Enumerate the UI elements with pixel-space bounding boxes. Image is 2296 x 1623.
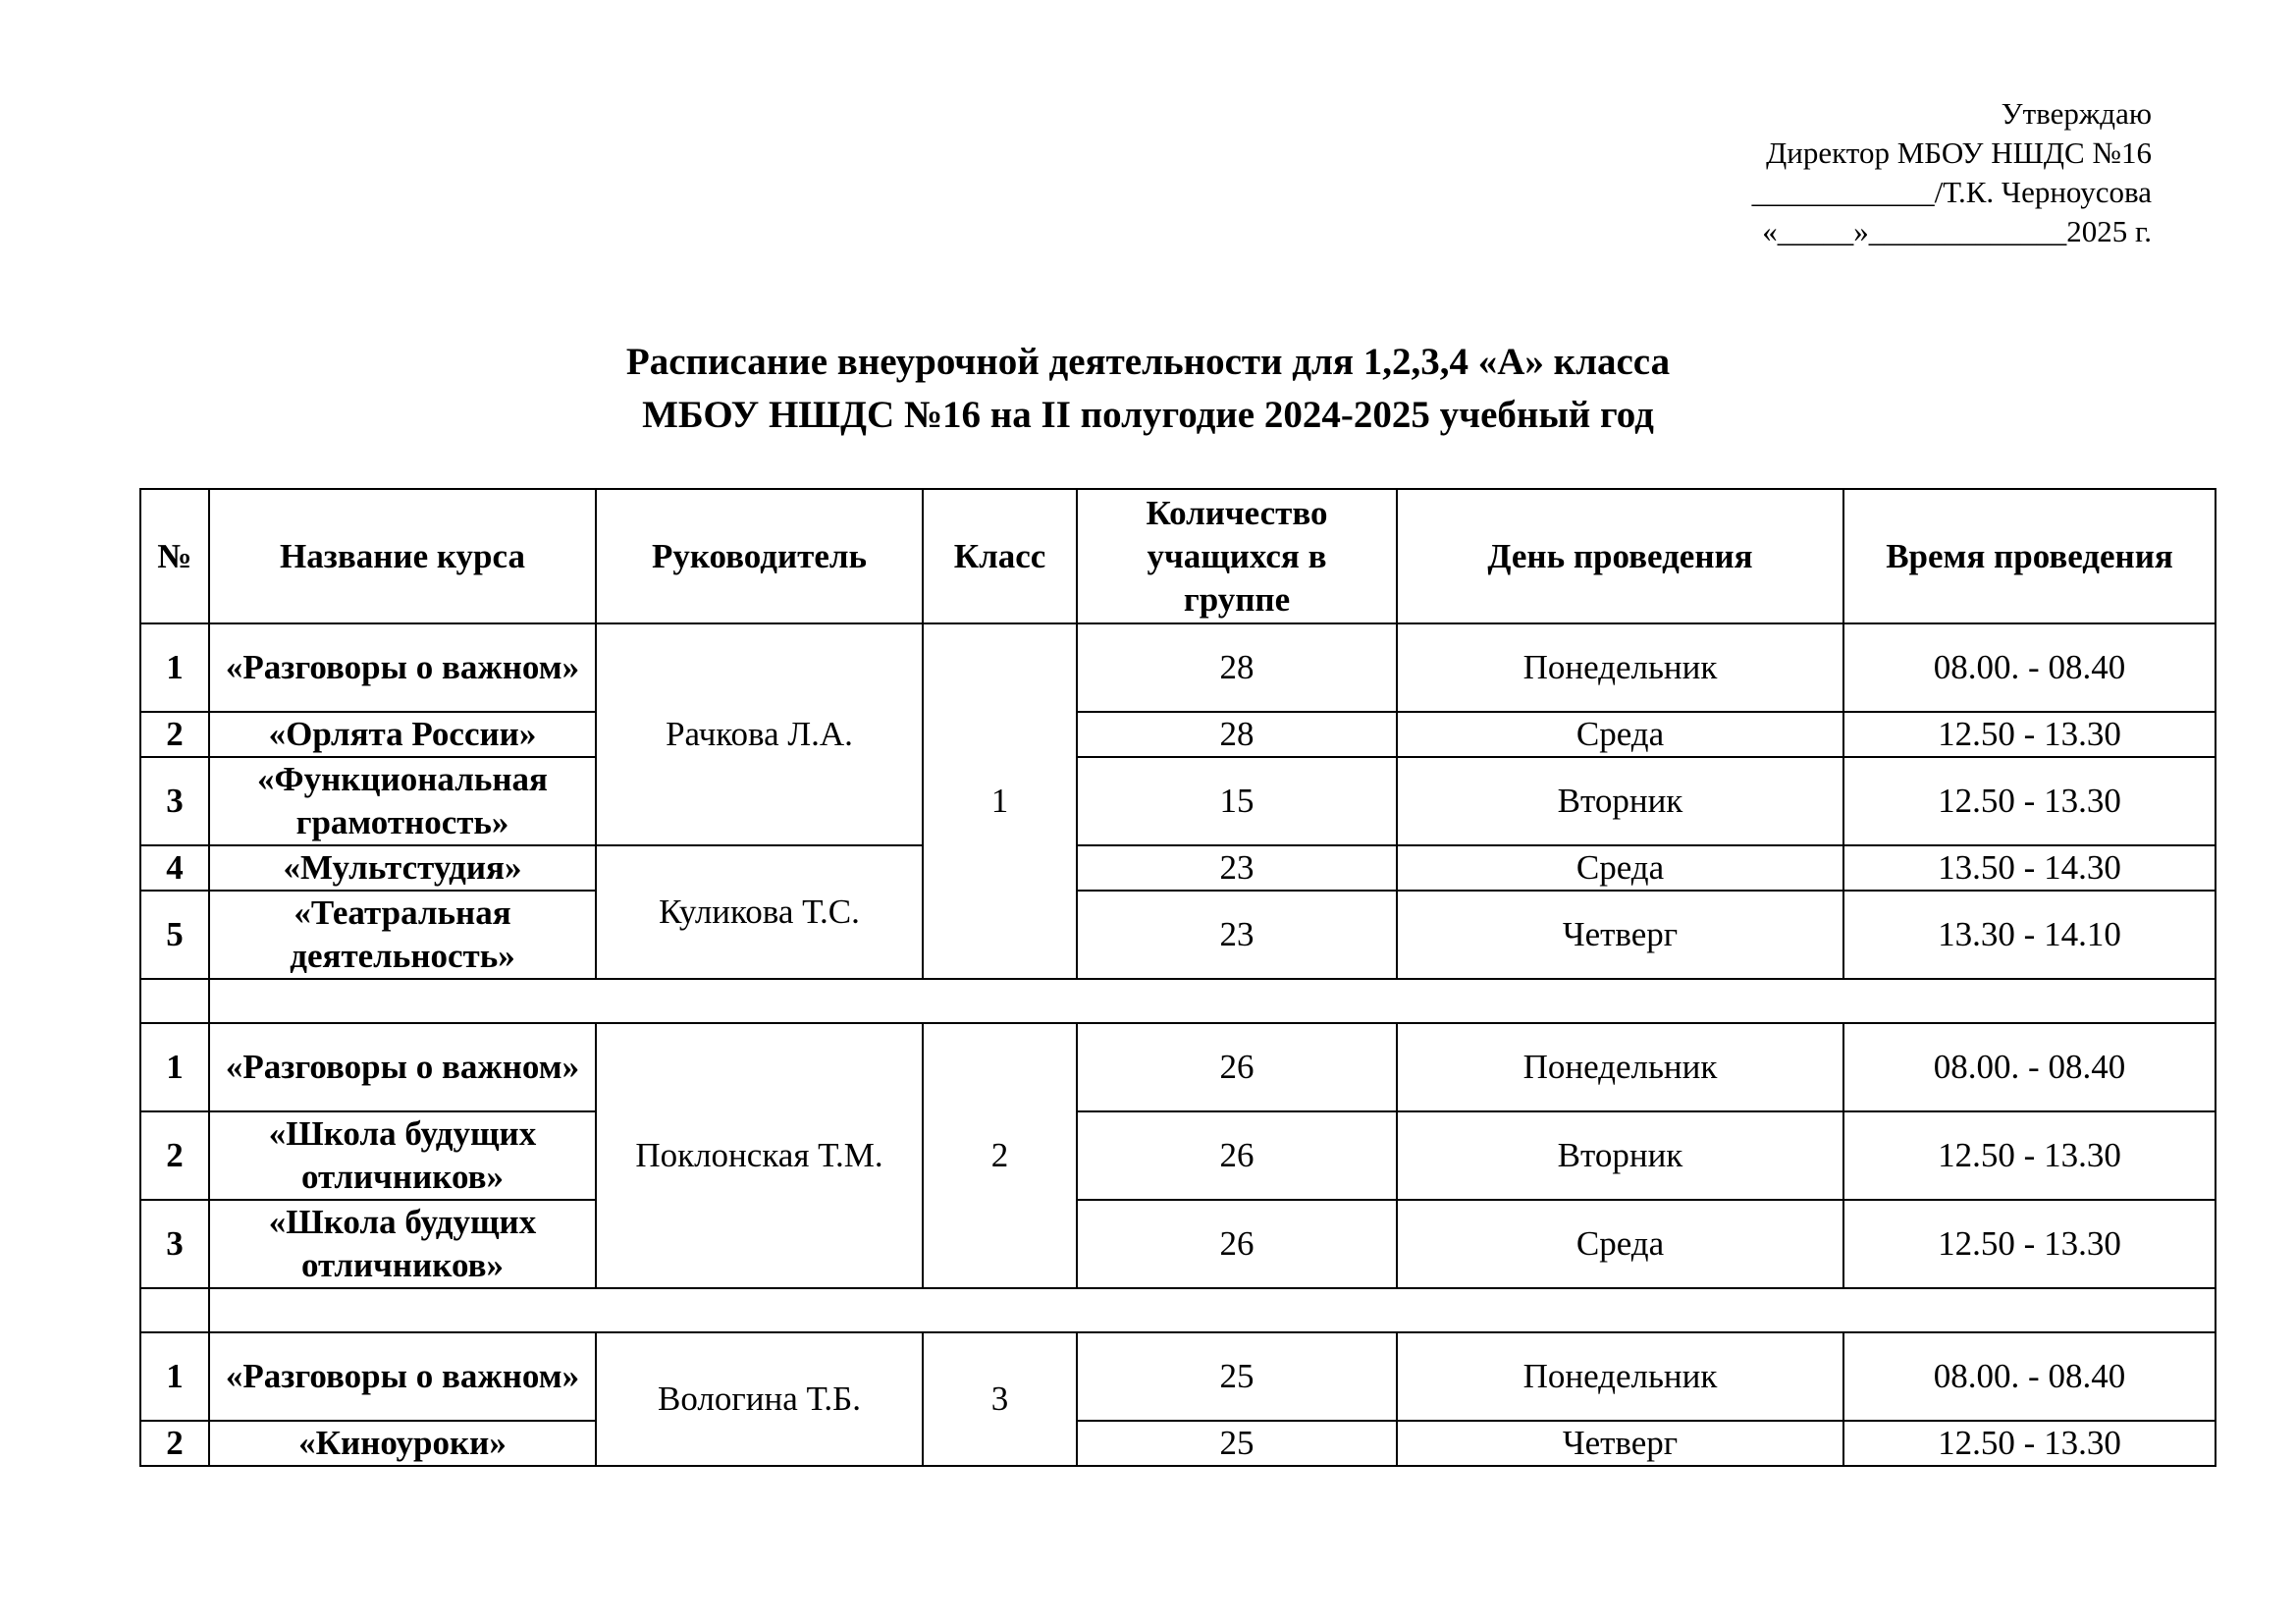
table-spacer-row: [140, 979, 2216, 1023]
row-class: 3: [923, 1332, 1077, 1466]
approval-position: Директор МБОУ НШДС №16: [1766, 135, 2152, 170]
row-teacher: Рачкова Л.А.: [596, 623, 923, 845]
table-row: [140, 757, 2216, 845]
row-num: 4: [140, 845, 209, 891]
row-num: 1: [140, 623, 209, 712]
row-time: 08.00. - 08.40: [1843, 1332, 2216, 1421]
header-time: Время проведения: [1843, 489, 2216, 623]
spacer-cell: [140, 979, 209, 1023]
row-day: Понедельник: [1397, 623, 1843, 712]
row-time: 08.00. - 08.40: [1843, 623, 2216, 712]
row-course: «Разговоры о важном»: [209, 1023, 596, 1111]
header-day: День проведения: [1397, 489, 1843, 623]
row-count: 28: [1077, 712, 1397, 757]
row-day: Вторник: [1397, 1111, 1843, 1200]
row-time: 08.00. - 08.40: [1843, 1023, 2216, 1111]
row-num: 2: [140, 1111, 209, 1200]
spacer-cell: [209, 979, 2216, 1023]
spacer-cell: [209, 1288, 2216, 1332]
row-time: 12.50 - 13.30: [1843, 1421, 2216, 1466]
row-count: 26: [1077, 1200, 1397, 1288]
row-num: 5: [140, 891, 209, 979]
header-teacher: Руководитель: [596, 489, 923, 623]
row-course: «Мультстудия»: [209, 845, 596, 891]
row-count: 23: [1077, 845, 1397, 891]
row-day: Среда: [1397, 712, 1843, 757]
row-num: 2: [140, 1421, 209, 1466]
row-day: Среда: [1397, 1200, 1843, 1288]
table-row: [140, 712, 2216, 757]
table-row: [140, 623, 2216, 712]
row-day: Четверг: [1397, 1421, 1843, 1466]
header-class: Класс: [923, 489, 1077, 623]
header-count: Количество учащихся в группе: [1077, 489, 1397, 623]
schedule-table: [139, 488, 2216, 1467]
row-day: Вторник: [1397, 757, 1843, 845]
row-count: 26: [1077, 1111, 1397, 1200]
row-teacher: Куликова Т.С.: [596, 845, 923, 979]
table-row: [140, 1332, 2216, 1421]
row-day: Среда: [1397, 845, 1843, 891]
table-row: [140, 891, 2216, 979]
table-row: [140, 1023, 2216, 1111]
row-course: «Школа будущих отличников»: [209, 1200, 596, 1288]
row-course: «Разговоры о важном»: [209, 1332, 596, 1421]
header-num: №: [140, 489, 209, 623]
row-course: «Орлята России»: [209, 712, 596, 757]
row-time: 12.50 - 13.30: [1843, 757, 2216, 845]
approval-block: [1752, 94, 2152, 251]
row-teacher: Поклонская Т.М.: [596, 1023, 923, 1288]
row-course: «Школа будущих отличников»: [209, 1111, 596, 1200]
table-row: [140, 845, 2216, 891]
row-time: 12.50 - 13.30: [1843, 712, 2216, 757]
row-count: 25: [1077, 1332, 1397, 1421]
row-num: 1: [140, 1023, 209, 1111]
table-row: [140, 1111, 2216, 1200]
row-course: «Киноуроки»: [209, 1421, 596, 1466]
row-num: 3: [140, 757, 209, 845]
row-time: 13.30 - 14.10: [1843, 891, 2216, 979]
row-course: «Функциональная грамотность»: [209, 757, 596, 845]
row-count: 15: [1077, 757, 1397, 845]
row-class: 1: [923, 623, 1077, 979]
approval-heading: Утверждаю: [2001, 96, 2152, 131]
row-num: 1: [140, 1332, 209, 1421]
row-num: 2: [140, 712, 209, 757]
row-class: 2: [923, 1023, 1077, 1288]
title-line-1: Расписание внеурочной деятельности для 1,2,3,4 «А» класса: [625, 341, 1671, 383]
row-num: 3: [140, 1200, 209, 1288]
row-day: Четверг: [1397, 891, 1843, 979]
table-row: [140, 1421, 2216, 1466]
row-day: Понедельник: [1397, 1023, 1843, 1111]
table-spacer-row: [140, 1288, 2216, 1332]
title-line-2: МБОУ НШДС №16 на II полугодие 2024-2025 учебный год: [642, 394, 1654, 436]
row-course: «Театральная деятельность»: [209, 891, 596, 979]
spacer-cell: [140, 1288, 209, 1332]
row-teacher: Вологина Т.Б.: [596, 1332, 923, 1466]
table-header-row: [140, 489, 2216, 623]
row-time: 12.50 - 13.30: [1843, 1111, 2216, 1200]
approval-date-line: «_____»_____________2025 г.: [1762, 214, 2152, 248]
row-course: «Разговоры о важном»: [209, 623, 596, 712]
header-course: Название курса: [209, 489, 596, 623]
row-count: 23: [1077, 891, 1397, 979]
approval-signature-line: ____________/Т.К. Черноусова: [1751, 175, 2152, 209]
row-day: Понедельник: [1397, 1332, 1843, 1421]
row-count: 28: [1077, 623, 1397, 712]
row-count: 26: [1077, 1023, 1397, 1111]
table-row: [140, 1200, 2216, 1288]
row-time: 12.50 - 13.30: [1843, 1200, 2216, 1288]
row-time: 13.50 - 14.30: [1843, 845, 2216, 891]
row-count: 25: [1077, 1421, 1397, 1466]
document-title: [0, 336, 2296, 442]
